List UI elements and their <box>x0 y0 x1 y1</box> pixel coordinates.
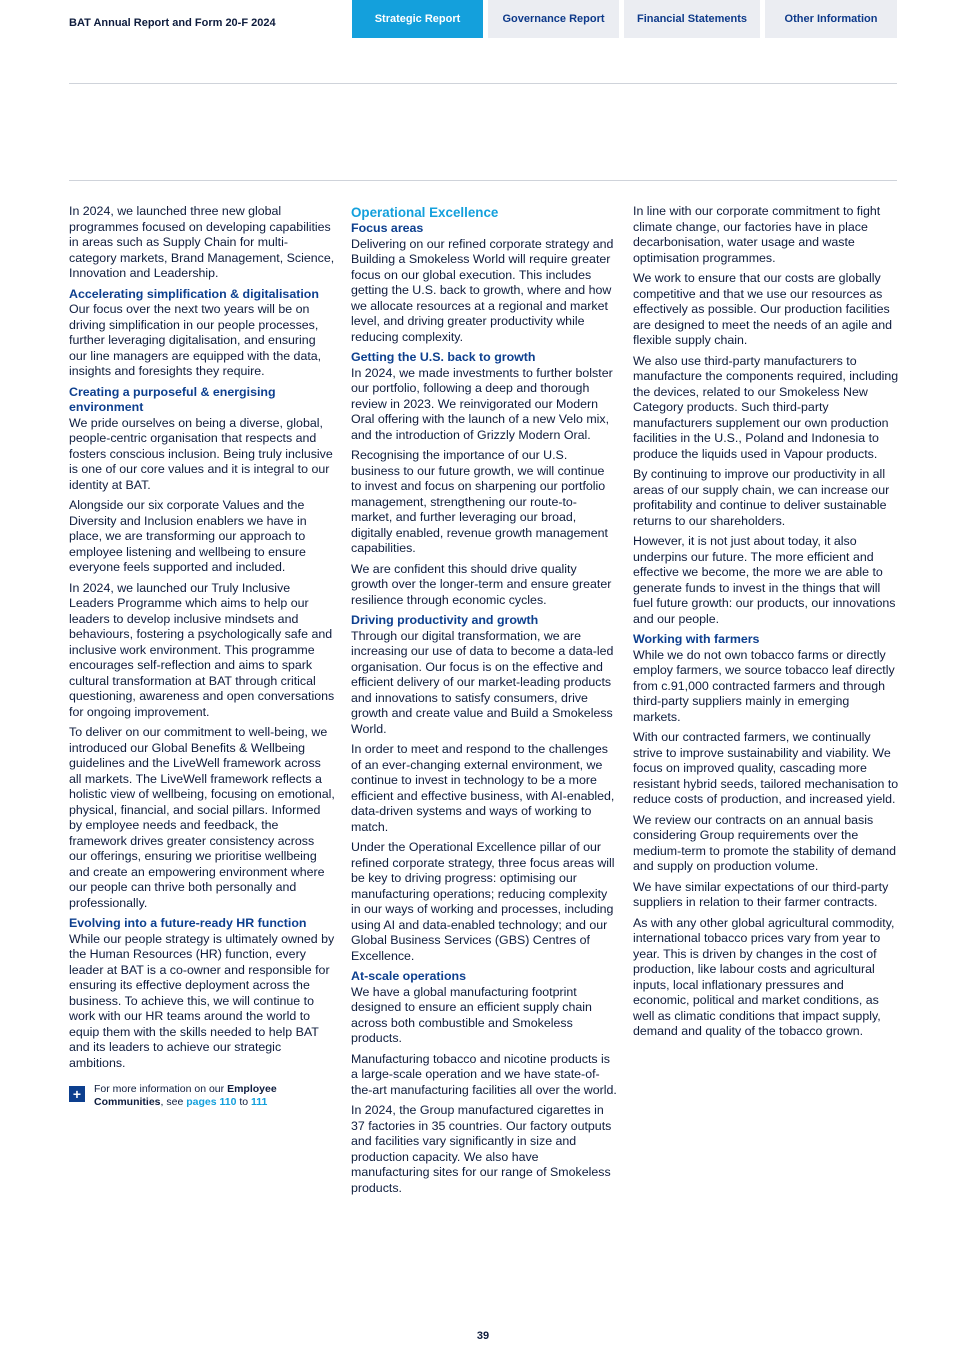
paragraph: As with any other global agricultural commodity, international tobacco prices vary from year to year. This is driven by changes in the cost of production, like labour costs and agricultural inputs, local inflationary pressures and economic, political and market conditions, as well as climatic conditions that impact supply, demand and quality of the tobacco grown. <box>633 915 895 1038</box>
tab-strategic-report[interactable]: Strategic Report <box>352 0 483 38</box>
subheading-productivity-growth: Driving productivity and growth <box>351 613 539 627</box>
paragraph: However, it is not just about today, it also underpins our future. The more efficient and effective we become, the more we are able to generate funds to invest in the things that will fuel future growth: our products, our innovations and our people. <box>633 534 896 626</box>
paragraph: Through our digital transformation, we are increasing our use of data to become a data-led organisation. Our focus is on the effective and efficient delivery of our market-leading products and innovations to satisfy consumers, drive growth and create value and Build a Smokeless World. <box>351 628 614 736</box>
paragraph: We are confident this should drive quality growth over the longer-term and ensure greater resilience through economic cycles. <box>351 561 612 607</box>
paragraph: In 2024, we made investments to further bolster our portfolio, following a deep and thorough review in 2023. We reinvigorated our Modern Oral offering with the launch of a new Velo mix, and the introduction of Grizzly Modern Oral. <box>351 365 613 442</box>
more-info-text: For more information on our Employee Communities, see pages 110 to 111 <box>94 1083 277 1108</box>
column-middle <box>351 204 617 1201</box>
paragraph: We have a global manufacturing footprint designed to ensure an efficient supply chain across both combustible and Smokeless products. <box>351 984 592 1045</box>
paragraph: We review our contracts on an annual basis considering Group requirements over the medium-term to promote the stability of demand and supply on production volume. <box>633 812 897 873</box>
column-right <box>633 204 899 1045</box>
paragraph: Delivering on our refined corporate strategy and Building a Smokeless World will require greater focus on our global execution. This includes getting the U.S. back to growth, where and how we allocate resources at a regional and market level, and driving greater productivity while reducing complexity. <box>351 236 614 344</box>
tab-other-information[interactable]: Other Information <box>765 0 897 38</box>
paragraph: In 2024, we launched three new global programmes focused on developing capabilities in areas such as Supply Chain for multi-category markets, Brand Management, Science, Innovation and Leadership. <box>69 204 335 280</box>
tab-financial-statements[interactable]: Financial Statements <box>624 0 760 38</box>
paragraph: With our contracted farmers, we continually strive to improve sustainability and viability. We focus on improved quality, cascading more resistant hybrid seeds, tailored mechanisation to reduce costs of production, and increased yield. <box>633 730 899 806</box>
paragraph: We have similar expectations of our third-party suppliers in relation to their farmer contracts. <box>633 879 889 909</box>
paragraph: In 2024, we launched our Truly Inclusive Leaders Programme which aims to help our leaders to develop inclusive mindsets and behaviours, fostering a psychologically safe and inclusive work environment. This programme encourages self-reflection and aims to spark cultural transformation at BAT through critical questioning, awareness and open conversations for ongoing improvement. <box>69 580 335 719</box>
paragraph: We work to ensure that our costs are globally competitive and that we use our resources as effectively as possible. Our production facilities are designed to meet the needs of an agile and flexible supply chain. <box>633 271 893 347</box>
plus-icon: + <box>69 1086 85 1102</box>
paragraph: Our focus over the next two years will be on driving simplification in our people processes, further leveraging digitalisation, and ensuring our line managers are equipped with the data, insights and foresights they require. <box>69 302 322 378</box>
paragraph: While we do not own tobacco farms or directly employ farmers, we source tobacco leaf directly from c.91,000 contracted farmers and through third-party suppliers mainly in emerging markets. <box>633 647 895 724</box>
section-heading-operational-excellence: Operational Excellence <box>351 205 499 220</box>
paragraph: We also use third-party manufacturers to manufacture the components required, including the devices, related to our Smokeless New Category products. Such third-party manufacturers supplement our own production facilities in the U.S., Poland and Indonesia to produce the liquids used in Vapour products. <box>633 353 899 461</box>
subheading-at-scale-operations: At-scale operations <box>351 969 466 983</box>
paragraph: In order to meet and respond to the challenges of an ever-changing external environment, we continue to invest in technology to be a more efficient and effective business, with AI-enabled, data-driven systems and ways of working to match. <box>351 742 615 834</box>
subheading-simplification: Accelerating simplification & digitalisation <box>69 286 319 301</box>
paragraph: We pride ourselves on being a diverse, global, people-centric organisation that respects and fosters conscious inclusion. Being truly inclusive is one of our core values and it is integral to our identity at BAT. <box>69 415 333 492</box>
content-divider <box>69 180 897 181</box>
paragraph: Alongside our six corporate Values and the Diversity and Inclusion enablers we have in place, we are transforming our approach to employee listening and wellbeing to ensure everyone feels supported and included. <box>69 498 307 574</box>
paragraph: Recognising the importance of our U.S. business to our future growth, we will continue to invest and focus on sharpening our portfolio management, strengthening our route-to-market, and further leveraging our broad, digitally enabled, revenue growth management capabilities. <box>351 448 608 555</box>
paragraph: In 2024, the Group manufactured cigarettes in 37 factories in 35 countries. Our factory outputs and facilities vary significantly in size and production capacity. We also have manufacturing sites for our range of Smokeless products. <box>351 1103 612 1195</box>
more-info-note <box>69 1083 335 1109</box>
subheading-us-growth: Getting the U.S. back to growth <box>351 350 536 364</box>
subheading-hr-function: Evolving into a future-ready HR function <box>69 916 307 930</box>
subheading-focus-areas: Focus areas <box>351 221 424 235</box>
column-left <box>69 204 335 1109</box>
paragraph: To deliver on our commitment to well-being, we introduced our Global Benefits & Wellbeing guidelines and the LiveWell framework across all markets. The LiveWell framework reflects a holistic view of wellbeing, focusing on emotional, physical, financial, and social pillars. Informed by employee needs and feedback, the framework drives greater consistency across our offerings, ensuring we prioritise wellbeing and create an empowering environment where our people can thrive both personally and professionally. <box>69 725 335 910</box>
page-link-111[interactable]: 111 <box>251 1096 268 1108</box>
section-tabs <box>352 0 897 38</box>
paragraph: By continuing to improve our productivity in all areas of our supply chain, we can increase our profitability and continue to deliver sustainable returns to our shareholders. <box>633 467 890 528</box>
paragraph: In line with our corporate commitment to fight climate change, our factories have in place decarbonisation, water usage and waste optimisation programmes. <box>633 204 881 265</box>
document-title: BAT Annual Report and Form 20-F 2024 <box>69 17 276 29</box>
page-number: 39 <box>476 1330 490 1342</box>
paragraph: Under the Operational Excellence pillar of our refined corporate strategy, three focus areas will be key to driving progress: optimising our manufacturing operations; reducing complexity in our ways of working and processes, including using AI and data-enabled technology; and our Global Business Services (GBS) Centres of Excellence. <box>351 840 615 963</box>
subheading-working-with-farmers: Working with farmers <box>633 632 760 646</box>
page-link-110[interactable]: pages 110 <box>186 1096 237 1108</box>
tab-governance-report[interactable]: Governance Report <box>488 0 619 38</box>
paragraph: Manufacturing tobacco and nicotine products is a large-scale operation and we have state-of-the-art manufacturing facilities all over the world. <box>351 1051 617 1097</box>
top-divider <box>69 83 897 84</box>
subheading-purposeful-environment: Creating a purposeful & energising environment <box>69 384 276 414</box>
paragraph: While our people strategy is ultimately owned by the Human Resources (HR) function, every leader at BAT is a co-owner and responsible for ensuring its effective deployment across the business. To achieve this, we will continue to work with our HR teams around the world to equip them with the skills needed to help BAT and its leaders to achieve our strategic ambitions. <box>69 931 335 1070</box>
